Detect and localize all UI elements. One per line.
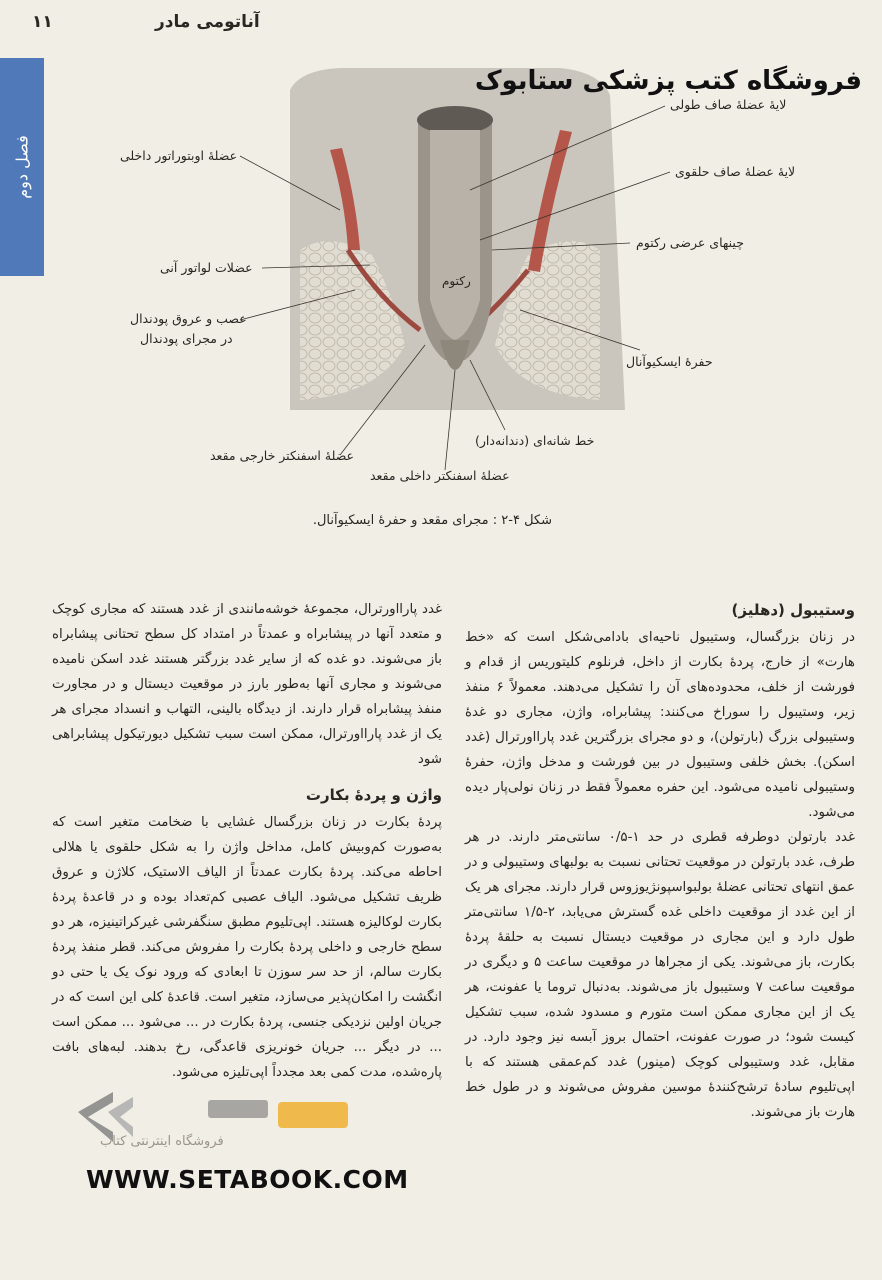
watermark-url: WWW.SETABOOK.COM <box>86 1165 409 1194</box>
hymen-paragraph: پردهٔ بکارت در زنان بزرگسال غشایی با ضخامت متغیر است که به‌صورت کم‌وبیش کامل، مداخل واژن را به شکل حلقوی یا هلالی احاطه می‌کند. پردهٔ بکارت عمدتاً از الیاف الاستیک، کلاژن و عروق ظریف تشکیل می‌شود. الیاف عصبی کم‌تعداد بوده و در قاعدهٔ پردهٔ بکارت لوکالیزه هستند. اپی‌تلیوم مطبق سنگفرشی غیرکراتینیزه، هر دو سطح خارجی و داخلی پردهٔ بکارت را مفروش می‌کند. قطر منفذ پردهٔ بکارت سالم، از حد سر سوزن تا ابعادی که ورود نوک یک یا حتی دو انگشت را امکان‌پذیر می‌سازد، متغیر است. قاعدهٔ کلی این است که در جریان اولین نزدیکی جنسی، پردهٔ بکارت در ... می‌شود ... ممکن است ... در دیگر ... جریان خونریزی قاعدگی، رخ بدهند. لبه‌های بافت پاره‌شده، مدت کمی بعد مجدداً اپی‌تلیزه می‌شود. <box>52 815 442 1080</box>
label-pudendal-line1: عصب و عروق پودندال <box>130 311 247 326</box>
label-external-sphincter: عضلهٔ اسفنکتر خارجی مقعد <box>210 448 355 463</box>
page-number: ۱۱ <box>32 12 53 32</box>
vestibule-paragraph-1: در زنان بزرگسال، وستیبول ناحیه‌ای بادامی‌شکل است که «خط هارت» از خارج، پردهٔ بکارت از داخل، فرنلوم کلیتوریس از قدام و فورشت از خلف، محدوده‌های آن را تشکیل می‌دهند. معمولاً ۶ منفذ زیر، وستیبول را سوراخ می‌کنند: پیشابراه، واژن، مجاری دو غدهٔ وستیبولی بزرگ (بارتولن)، و دو مجرای بزرگترین غدد پارااورترال (غدد اسکن). بخش خلفی وستیبول در بین فورشت و مدخل واژن، حفرهٔ وستیبولی نامیده می‌شود. این حفره معمولاً فقط در زنان نولی‌پار دیده می‌شود. <box>465 630 856 820</box>
vagina-hymen-heading: واژن و پردهٔ بکارت <box>305 786 442 804</box>
rectum-opening <box>417 106 493 134</box>
rectum-lumen <box>430 130 480 340</box>
figure-caption: شکل ۴-۲ : مجرای مقعد و حفرهٔ ایسکیوآنال. <box>312 513 552 528</box>
label-obturator-internus: عضلهٔ اوبتوراتور داخلی <box>120 148 238 163</box>
running-title: آناتومی مادر <box>155 12 260 32</box>
label-circular-muscle: لایهٔ عضلهٔ صاف حلقوی <box>675 164 796 179</box>
label-pectinate-line: خط شانه‌ای (دندانه‌دار) <box>475 433 595 448</box>
label-longitudinal-muscle: لایهٔ عضلهٔ صاف طولی <box>670 97 787 112</box>
label-rectum: رکتوم <box>442 274 471 288</box>
left-column <box>52 597 442 1085</box>
right-column <box>465 597 855 1125</box>
label-ischioanal-fossa: حفرهٔ ایسکیوآنال <box>626 354 713 369</box>
chapter-tab-label: فصل دوم <box>12 135 32 199</box>
label-levator-ani: عضلات لواتور آنی <box>160 260 253 275</box>
vestibule-paragraph-2: غدد بارتولن دوطرفه قطری در حد ۱-۰/۵ سانتی‌متر دارند. در هر طرف، غدد بارتولن در موقعیت تحتانی نسبت به بولبهای وستیبولی و در عمق انتهای تحتانی عضلهٔ بولبواسپونژیوزوس قرار دارند. مجرای هر یک از این غدد از موقعیت داخلی غده گسترش می‌یابد، ۲-۱/۵ سانتی‌متر طول دارد و این مجاری در موقعیت دیستال نسبت به حلقهٔ پردهٔ بکارت، باز می‌شوند. یکی از مجراها در موقعیت ساعت ۵ و دیگری در موقعیت ساعت ۷ وستیبول باز می‌شوند. به‌دنبال تروما یا عفونت، هر یک از این مجاری ممکن است متورم و مسدود شده، سبب تشکیل کیست شود؛ در صورت عفونت، احتمال بروز آبسه نیز وجود دارد. در مقابل، غدد وستیبولی کوچک (مینور) غدد کم‌عمقی هستند که با اپی‌تلیوم سادهٔ ترشح‌کنندهٔ موسین مفروش می‌شوند و در طول خط هارت باز می‌شوند. <box>465 830 856 1120</box>
label-internal-sphincter: عضلهٔ اسفنکتر داخلی مقعد <box>370 468 510 483</box>
vestibule-heading: وستیبول (دهلیز) <box>731 601 855 619</box>
store-title: فروشگاه کتب پزشکی ستابوک <box>474 66 862 96</box>
watermark-fa-text: فروشگاه اینترنتی کتاب <box>100 1134 224 1149</box>
label-transverse-folds: چینهای عرضی رکتوم <box>636 235 744 250</box>
paraurethral-paragraph: غدد پارااورترال، مجموعهٔ خوشه‌مانندی از غدد هستند که مجاری کوچک و متعدد آنها در پیشابراه و عمدتاً در امتداد کل سطح تحتانی پیشابراه باز می‌شوند. دو غده که از سایر غدد بزرگتر هستند غدد اسکن نامیده می‌شوند و مجاری آنها به‌طور بارز در موقعیت دیستال و در مجاورت منفذ پیشابراه قرار دارند. از دیدگاه بالینی، التهاب و انسداد مجرای هر یک از غدد پارااورترال، ممکن است سبب تشکیل دیورتیکول پیشابراهی شود <box>52 602 442 767</box>
label-pudendal-line2: در مجرای پودندال <box>140 331 233 346</box>
